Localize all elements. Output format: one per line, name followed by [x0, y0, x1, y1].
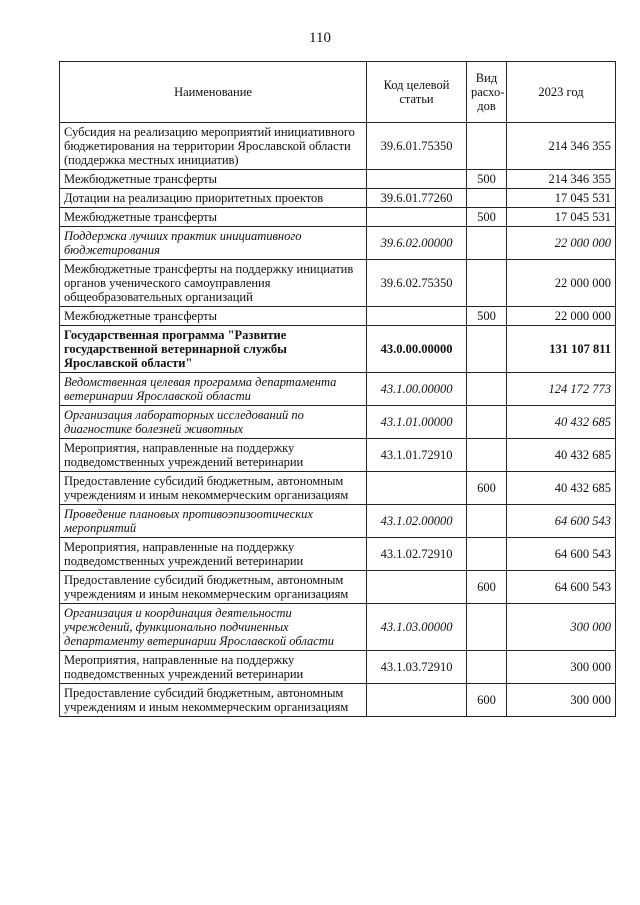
- budget-table: [59, 61, 616, 717]
- header-expense-type: Вид расхо-дов: [467, 62, 507, 123]
- row-code-cell: 43.1.00.00000: [367, 373, 467, 406]
- header-name: Наименование: [60, 62, 367, 123]
- row-amount-cell: 40 432 685: [507, 406, 616, 439]
- row-name-cell: Государственная программа "Развитие государственной ветеринарной службы Ярославской области": [60, 326, 367, 373]
- row-code-cell: [367, 170, 467, 189]
- row-code-cell: 39.6.02.00000: [367, 227, 467, 260]
- row-expense-type-cell: [467, 260, 507, 307]
- row-amount-cell: 40 432 685: [507, 472, 616, 505]
- row-amount-cell: 300 000: [507, 684, 616, 717]
- table-header-row: [60, 62, 616, 123]
- row-code-cell: [367, 472, 467, 505]
- row-code-cell: 43.1.02.72910: [367, 538, 467, 571]
- row-amount-cell: 64 600 543: [507, 571, 616, 604]
- row-code-cell: 43.0.00.00000: [367, 326, 467, 373]
- row-expense-type-cell: 600: [467, 684, 507, 717]
- row-code-cell: [367, 571, 467, 604]
- row-expense-type-cell: [467, 123, 507, 170]
- table-row: [60, 472, 616, 505]
- row-expense-type-cell: 600: [467, 472, 507, 505]
- table-row: [60, 227, 616, 260]
- row-expense-type-cell: 500: [467, 307, 507, 326]
- table-row: [60, 208, 616, 227]
- row-expense-type-cell: [467, 326, 507, 373]
- row-amount-cell: 17 045 531: [507, 208, 616, 227]
- row-code-cell: 43.1.01.72910: [367, 439, 467, 472]
- row-name-cell: Межбюджетные трансферты: [60, 170, 367, 189]
- row-amount-cell: 40 432 685: [507, 439, 616, 472]
- table-row: [60, 307, 616, 326]
- table-row: [60, 406, 616, 439]
- row-amount-cell: 64 600 543: [507, 505, 616, 538]
- row-amount-cell: 300 000: [507, 651, 616, 684]
- row-expense-type-cell: [467, 227, 507, 260]
- row-expense-type-cell: [467, 406, 507, 439]
- row-name-cell: Поддержка лучших практик инициативного бюджетирования: [60, 227, 367, 260]
- row-expense-type-cell: 500: [467, 208, 507, 227]
- row-name-cell: Проведение плановых противоэпизоотических мероприятий: [60, 505, 367, 538]
- row-expense-type-cell: [467, 373, 507, 406]
- row-amount-cell: 214 346 355: [507, 170, 616, 189]
- table-row: [60, 439, 616, 472]
- row-code-cell: 43.1.03.00000: [367, 604, 467, 651]
- row-amount-cell: 124 172 773: [507, 373, 616, 406]
- row-code-cell: [367, 684, 467, 717]
- row-amount-cell: 17 045 531: [507, 189, 616, 208]
- row-name-cell: Предоставление субсидий бюджетным, автономным учреждениям и иным некоммерческим организациям: [60, 571, 367, 604]
- row-name-cell: Мероприятия, направленные на поддержку подведомственных учреждений ветеринарии: [60, 439, 367, 472]
- row-amount-cell: 22 000 000: [507, 227, 616, 260]
- table-row: [60, 373, 616, 406]
- table-row: [60, 604, 616, 651]
- row-code-cell: 39.6.02.75350: [367, 260, 467, 307]
- row-amount-cell: 214 346 355: [507, 123, 616, 170]
- row-expense-type-cell: [467, 189, 507, 208]
- row-name-cell: Межбюджетные трансферты: [60, 307, 367, 326]
- row-name-cell: Предоставление субсидий бюджетным, автономным учреждениям и иным некоммерческим организациям: [60, 472, 367, 505]
- table-row: [60, 571, 616, 604]
- row-code-cell: 39.6.01.77260: [367, 189, 467, 208]
- row-name-cell: Межбюджетные трансферты: [60, 208, 367, 227]
- row-amount-cell: 22 000 000: [507, 260, 616, 307]
- table-row: [60, 260, 616, 307]
- row-amount-cell: 131 107 811: [507, 326, 616, 373]
- row-amount-cell: 22 000 000: [507, 307, 616, 326]
- row-name-cell: Субсидия на реализацию мероприятий инициативного бюджетирования на территории Ярославской области (поддержка местных инициатив): [60, 123, 367, 170]
- row-code-cell: 43.1.02.00000: [367, 505, 467, 538]
- row-expense-type-cell: [467, 604, 507, 651]
- row-expense-type-cell: [467, 538, 507, 571]
- table-row: [60, 326, 616, 373]
- table-body: [60, 123, 616, 717]
- table-row: [60, 651, 616, 684]
- row-name-cell: Ведомственная целевая программа департамента ветеринарии Ярославской области: [60, 373, 367, 406]
- row-name-cell: Предоставление субсидий бюджетным, автономным учреждениям и иным некоммерческим организациям: [60, 684, 367, 717]
- table-row: [60, 189, 616, 208]
- row-code-cell: 43.1.01.00000: [367, 406, 467, 439]
- row-name-cell: Организация и координация деятельности учреждений, функционально подчиненных департаменту ветеринарии Ярославской области: [60, 604, 367, 651]
- row-expense-type-cell: [467, 651, 507, 684]
- row-code-cell: 39.6.01.75350: [367, 123, 467, 170]
- row-expense-type-cell: [467, 505, 507, 538]
- row-name-cell: Мероприятия, направленные на поддержку подведомственных учреждений ветеринарии: [60, 538, 367, 571]
- header-code: Код целевой статьи: [367, 62, 467, 123]
- row-expense-type-cell: [467, 439, 507, 472]
- row-code-cell: [367, 307, 467, 326]
- header-year: 2023 год: [507, 62, 616, 123]
- row-amount-cell: 64 600 543: [507, 538, 616, 571]
- table-row: [60, 170, 616, 189]
- row-expense-type-cell: 500: [467, 170, 507, 189]
- table-row: [60, 684, 616, 717]
- row-code-cell: [367, 208, 467, 227]
- page-number: 110: [309, 30, 331, 46]
- row-name-cell: Межбюджетные трансферты на поддержку инициатив органов ученического самоуправления общеобразовательных организаций: [60, 260, 367, 307]
- table-row: [60, 505, 616, 538]
- row-name-cell: Мероприятия, направленные на поддержку подведомственных учреждений ветеринарии: [60, 651, 367, 684]
- row-amount-cell: 300 000: [507, 604, 616, 651]
- row-name-cell: Организация лабораторных исследований по диагностике болезней животных: [60, 406, 367, 439]
- row-name-cell: Дотации на реализацию приоритетных проектов: [60, 189, 367, 208]
- table-row: [60, 123, 616, 170]
- row-expense-type-cell: 600: [467, 571, 507, 604]
- row-code-cell: 43.1.03.72910: [367, 651, 467, 684]
- table-row: [60, 538, 616, 571]
